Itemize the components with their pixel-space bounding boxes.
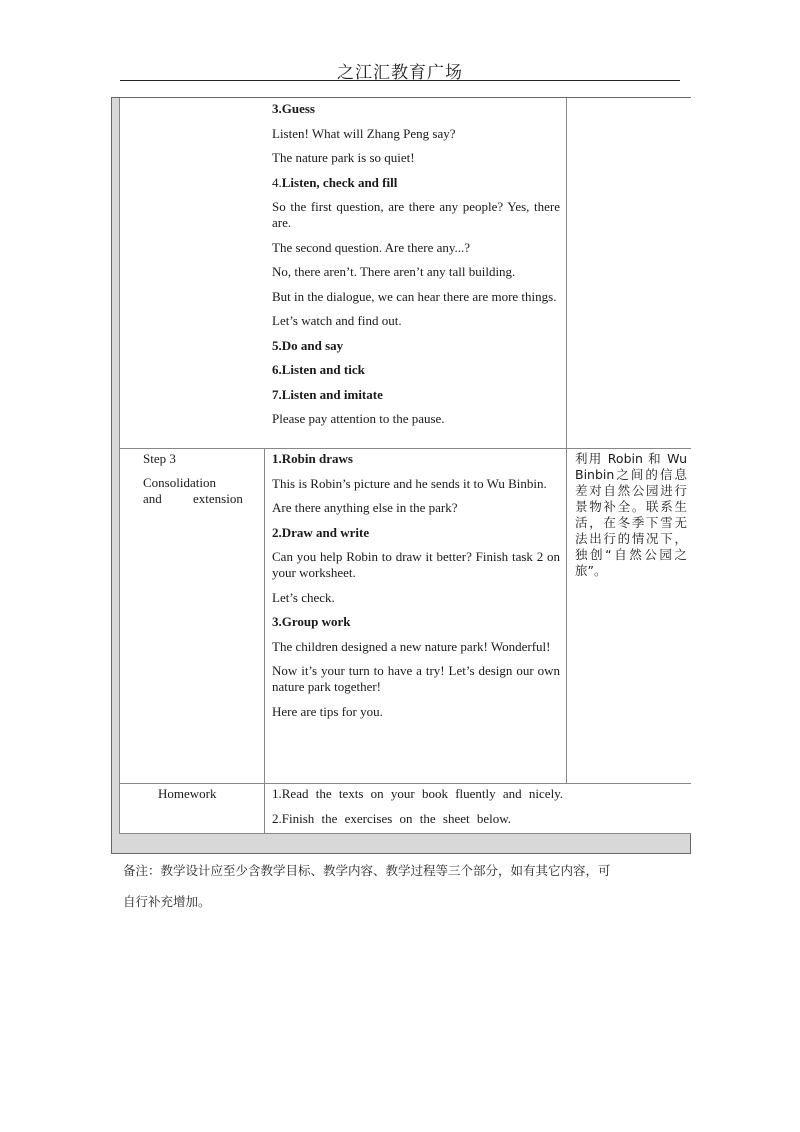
column-divider-3 bbox=[566, 98, 567, 783]
step3-line: Are there anything else in the park? bbox=[272, 500, 458, 515]
footer-note-line2: 自行补充增加。 bbox=[123, 894, 211, 909]
process-line: Let’s watch and find out. bbox=[272, 313, 402, 328]
process-line: 6.Listen and tick bbox=[272, 362, 365, 377]
header-rule bbox=[120, 80, 680, 81]
column-divider-2 bbox=[264, 448, 265, 833]
homework-content-cell bbox=[272, 786, 682, 835]
homework-line: 2.Finish the exercises on the sheet below. bbox=[272, 810, 512, 826]
step3-line: Let’s check. bbox=[272, 589, 335, 605]
step3-line: The children designed a new nature park! Wonderful! bbox=[272, 638, 551, 654]
process-line: But in the dialogue, we can hear there are more things. bbox=[272, 288, 557, 304]
process-line: 7.Listen and imitate bbox=[272, 386, 383, 402]
process-line: Listen, check and fill bbox=[281, 174, 398, 190]
step-label: Step 3 bbox=[143, 451, 176, 466]
process-line-prefix: 4. bbox=[272, 174, 282, 190]
step3-line: 1.Robin draws bbox=[272, 451, 353, 466]
step3-content-cell bbox=[272, 451, 560, 728]
footer-note-line1: 备注：教学设计应至少含教学目标、教学内容、教学过程等三个部分，如有其它内容，可 bbox=[123, 863, 611, 878]
lesson-table bbox=[111, 97, 691, 854]
step3-line: 2.Draw and write bbox=[272, 524, 370, 540]
process-content-cell bbox=[272, 101, 560, 436]
step3-line: 3.Group work bbox=[272, 614, 351, 629]
step3-line: Can you help Robin to draw it better? Finish task 2 on your worksheet. bbox=[272, 549, 560, 580]
process-line: The nature park is so quiet! bbox=[272, 150, 415, 165]
step3-line: Here are tips for you. bbox=[272, 703, 383, 719]
process-line: Please pay attention to the pause. bbox=[272, 411, 445, 426]
homework-label: Homework bbox=[158, 786, 217, 801]
process-line: No, there aren’t. There aren’t any tall building. bbox=[272, 264, 516, 279]
row-divider-2 bbox=[119, 783, 691, 784]
row-divider-1 bbox=[119, 448, 691, 449]
process-line: Listen! What will Zhang Peng say? bbox=[272, 125, 456, 141]
process-line: 3.Guess bbox=[272, 101, 315, 116]
process-line: The second question. Are there any...? bbox=[272, 239, 471, 255]
process-line: So the first question, are there any people? Yes, there are. bbox=[272, 199, 560, 230]
stage-label: Consolidation and extension bbox=[143, 475, 243, 506]
process-line: 5.Do and say bbox=[272, 337, 344, 353]
step3-line: Now it’s your turn to have a try! Let’s design our own nature park together! bbox=[272, 663, 560, 694]
step3-line: This is Robin’s picture and he sends it to Wu Binbin. bbox=[272, 475, 547, 491]
homework-line: 1.Read the texts on your book fluently and nicely. bbox=[272, 786, 564, 801]
column-divider-1 bbox=[119, 98, 120, 833]
page-header-title: 之江汇教育广场 bbox=[337, 63, 463, 83]
design-note: 利用 Robin 和 Wu Binbin之间的信息差对自然公园进行景物补全。联系生活，在冬季下雪无法出行的情况下，独创“自然公园之旅”。 bbox=[575, 451, 687, 578]
